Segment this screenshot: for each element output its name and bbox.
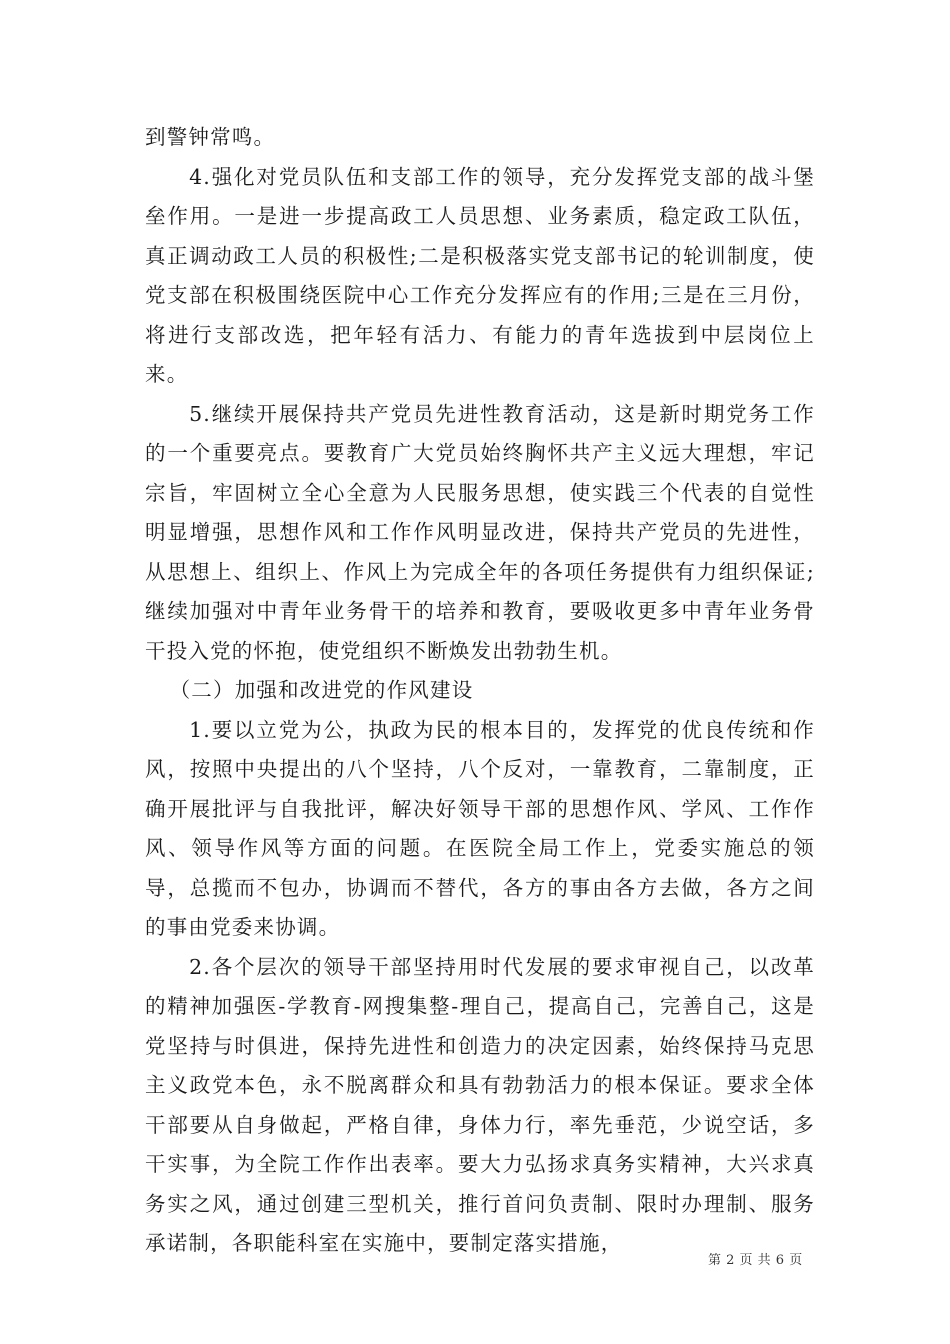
page-number-footer: 第 2 页 共 6 页	[708, 1253, 803, 1268]
section-heading: （二）加强和改进党的作风建设	[169, 678, 474, 702]
paragraph-item-5: 5.继续开展保持共产党员先进性教育活动，这是新时期党务工作的一个重要亮点。要教育广大党员始终胸怀共产主义远大理想，牢记宗旨，牢固树立全心全意为人民服务思想，使实践三个代表的自觉性明显增强，思想作风和工作作风明显改进，保持共产党员的先进性，从思想上、组织上、作风上为完成全年的各项任务提供有力组织保证;继续加强对中青年业务骨干的培养和教育，要吸收更多中青年业务骨干投入党的怀抱，使党组织不断焕发出勃勃生机。	[145, 401, 815, 663]
document-body	[145, 118, 815, 1264]
paragraph-continuation: 到警钟常鸣。	[145, 125, 276, 149]
paragraph-item-4: 4.强化对党员队伍和支部工作的领导，充分发挥党支部的战斗堡垒作用。一是进一步提高政工人员思想、业务素质，稳定政工队伍，真正调动政工人员的积极性;二是积极落实党支部书记的轮训制度，使党支部在积极围绕医院中心工作充分发挥应有的作用;三是在三月份，将进行支部改选，把年轻有活力、有能力的青年选拔到中层岗位上来。	[145, 164, 815, 386]
paragraph-item-1: 1.要以立党为公，执政为民的根本目的，发挥党的优良传统和作风，按照中央提出的八个坚持，八个反对，一靠教育，二靠制度，正确开展批评与自我批评，解决好领导干部的思想作风、学风、工作作风、领导作风等方面的问题。在医院全局工作上，党委实施总的领导，总揽而不包办，协调而不替代，各方的事由各方去做，各方之间的事由党委来协调。	[145, 717, 815, 939]
paragraph-item-2: 2.各个层次的领导干部坚持用时代发展的要求审视自己，以改革的精神加强医-学教育-网搜集整-理自己，提高自己，完善自己，这是党坚持与时俱进，保持先进性和创造力的决定因素，始终保持马克思主义政党本色，永不脱离群众和具有勃勃活力的根本保证。要求全体干部要从自身做起，严格自律，身体力行，率先垂范，少说空话，多干实事，为全院工作作出表率。要大力弘扬求真务实精神，大兴求真务实之风，通过创建三型机关，推行首问负责制、限时办理制、服务承诺制，各职能科室在实施中，要制定落实措施，	[145, 954, 815, 1255]
